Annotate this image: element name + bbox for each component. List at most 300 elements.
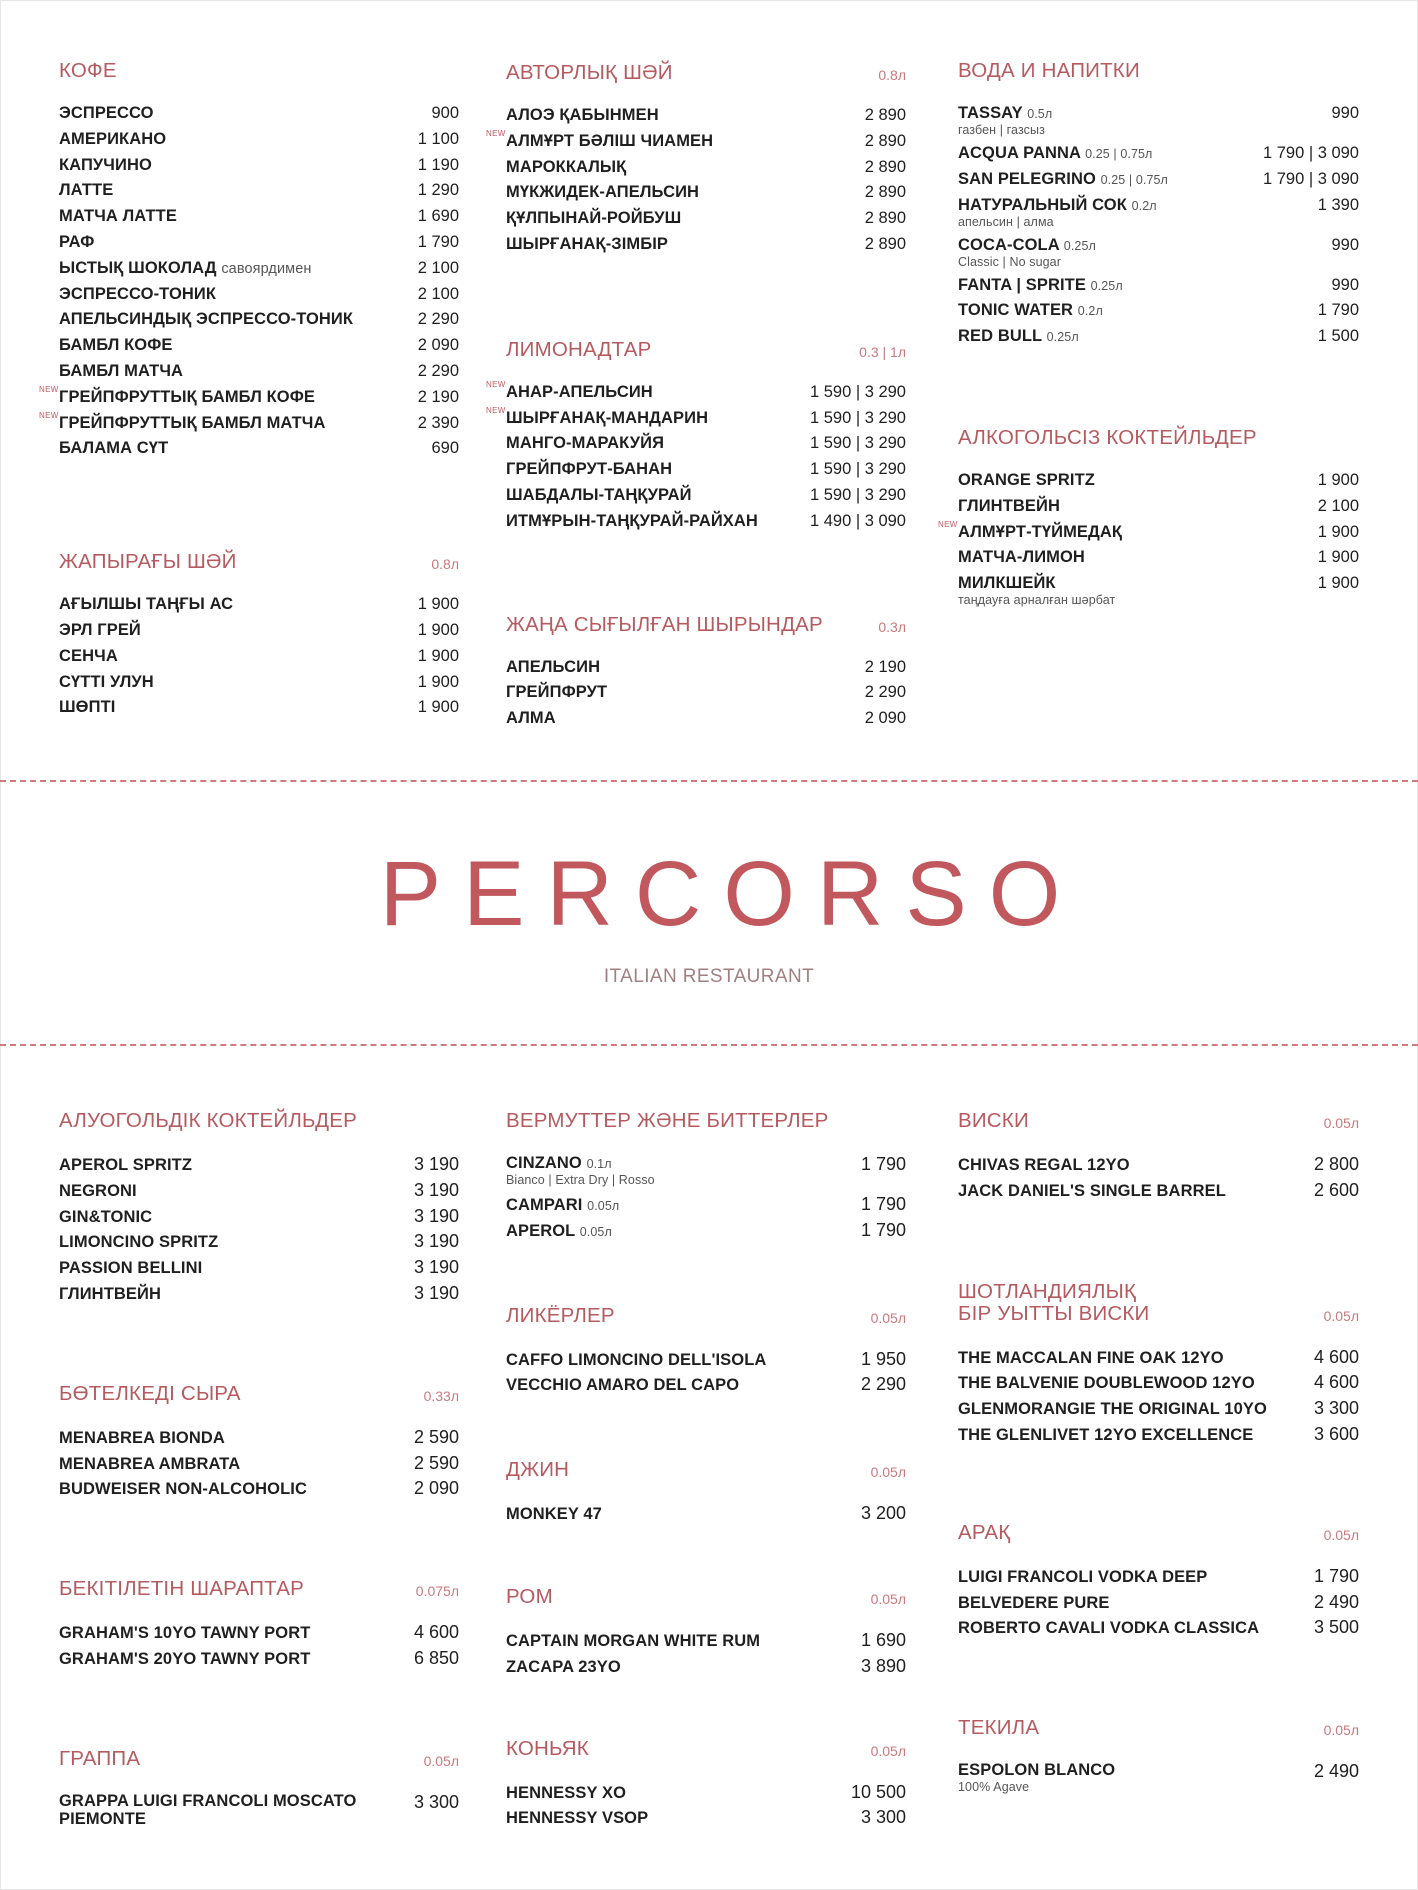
item-list: [59, 1427, 459, 1504]
item-name: CINZANO: [506, 1154, 582, 1172]
section-volume: 0.8л: [431, 556, 459, 573]
item-name-block: [958, 144, 1152, 163]
item-name-block: [59, 310, 353, 329]
item-name-block: [506, 132, 713, 151]
item-name-block: [59, 233, 94, 252]
item-name: HENNESSY XO: [506, 1783, 626, 1802]
item-name: JACK DANIEL'S SINGLE BARREL: [958, 1181, 1226, 1200]
menu-item: [506, 460, 906, 486]
item-price: 2 100: [417, 284, 459, 303]
item-name: ГЛИНТВЕЙН: [958, 496, 1060, 515]
item-name: СҮТТІ УЛУН: [59, 672, 154, 691]
item-price: 1 390: [1317, 195, 1359, 214]
item-name: ЫСТЫҚ ШОКОЛАД: [59, 258, 217, 277]
item-price: 2 090: [413, 1478, 459, 1499]
menu-item: [958, 327, 1359, 353]
item-name-block: [506, 709, 556, 728]
item-note: Bianco | Extra Dry | Rosso: [506, 1173, 655, 1187]
item-list: [506, 1503, 906, 1529]
section-title: [506, 339, 651, 361]
section-header: [506, 1730, 906, 1760]
section-header: [506, 54, 906, 84]
item-volume: 0.5л: [1027, 107, 1053, 121]
item-list: [59, 1792, 459, 1832]
item-price: 1 900: [1317, 574, 1359, 593]
item-name-block: [59, 414, 326, 433]
item-name-block: [506, 158, 626, 177]
menu-section: [506, 1102, 906, 1246]
menu-section: [39, 52, 459, 465]
section-header: [506, 1102, 906, 1132]
item-volume: 0.05л: [587, 1199, 620, 1213]
item-name-block: [958, 301, 1103, 320]
item-name: APEROL: [506, 1221, 576, 1240]
section-title-line: БӨТЕЛКЕДІ СЫРА: [59, 1381, 241, 1405]
item-price: 2 890: [864, 234, 906, 253]
section-title: [506, 1586, 553, 1608]
item-name: THE GLENLIVET 12YO EXCELLENCE: [958, 1425, 1254, 1444]
item-price: 3 190: [413, 1231, 459, 1252]
section-title-line: КОФЕ: [59, 59, 117, 82]
item-name: АПЕЛЬСИН: [506, 657, 601, 676]
item-name-block: [506, 1351, 766, 1370]
item-price: 1 290: [417, 181, 459, 200]
item-name-block: [958, 104, 1052, 137]
item-name-block: [958, 1761, 1115, 1794]
item-name-block: [506, 409, 708, 428]
item-list: [39, 104, 459, 465]
item-list: [506, 1154, 906, 1246]
item-name: ESPOLON BLANCO: [958, 1761, 1116, 1780]
menu-section: [958, 1279, 1359, 1450]
menu-item: [59, 362, 459, 388]
item-price: 3 190: [413, 1205, 459, 1226]
item-price: 1 490 | 3 090: [809, 511, 906, 530]
new-badge: NEW: [938, 519, 958, 529]
item-list: [59, 1154, 459, 1309]
section-title-line: ЖАҢА СЫҒЫЛҒАН ШЫРЫНДАР: [506, 612, 823, 636]
item-name: ROBERTO CAVALI VODKA CLASSICA: [958, 1619, 1260, 1638]
section-title: [958, 1110, 1029, 1132]
item-price: 1 690: [860, 1629, 906, 1650]
item-name: GRAPPA LUIGI FRANCOLI MOSCATO: [59, 1791, 357, 1810]
menu-item: [59, 336, 459, 362]
section-title: [506, 1738, 589, 1760]
item-price: 2 590: [413, 1452, 459, 1473]
item-list: [506, 658, 906, 735]
menu-section: [506, 606, 906, 735]
item-name: TASSAY: [958, 104, 1023, 122]
item-price: 1 190: [417, 155, 459, 174]
section-header: [59, 1102, 459, 1132]
menu-item: [59, 1453, 459, 1479]
menu-item: [59, 1648, 459, 1674]
menu-item: [958, 170, 1359, 196]
item-volume: 0.25л: [1046, 330, 1079, 345]
section-title: [59, 1383, 241, 1405]
section-title: [506, 1305, 615, 1327]
section-title-line: ШОТЛАНДИЯЛЫҚ: [958, 1279, 1137, 1303]
menu-column-bottom-left: [59, 1102, 459, 1832]
item-name-block: [506, 1809, 648, 1828]
section-header: [59, 1375, 459, 1405]
section-title: [506, 62, 673, 84]
item-name: GRAHAM'S 10YO TAWNY PORT: [59, 1624, 311, 1643]
section-title-line: АЛКОГОЛЬСІЗ КОКТЕЙЛЬДЕР: [958, 425, 1257, 449]
item-price: 2 600: [1313, 1179, 1359, 1200]
item-name-block: [958, 1349, 1224, 1368]
item-list: [486, 106, 906, 261]
item-price: 1 790 | 3 090: [1262, 144, 1359, 162]
item-price: 2 390: [417, 413, 459, 432]
menu-item: [958, 497, 1359, 523]
section-volume: 0.05л: [870, 1309, 906, 1326]
item-price: 2 290: [860, 1374, 906, 1395]
item-name: PASSION BELLINI: [59, 1259, 203, 1278]
section-header: [506, 1578, 906, 1608]
section-header: [506, 606, 906, 636]
item-name-block: [958, 1374, 1255, 1393]
item-list: [486, 379, 906, 538]
menu-item: [59, 259, 459, 285]
section-title: [506, 614, 823, 636]
item-price: 1 590 | 3 290: [809, 460, 906, 479]
new-badge: NEW: [486, 379, 506, 389]
item-name: АЛМҰРТ БӘЛІШ ЧИАМЕН: [506, 131, 714, 150]
section-title-line: ВОДА И НАПИТКИ: [958, 59, 1140, 82]
item-name: VECCHIO AMARO DEL CAPO: [506, 1376, 740, 1395]
item-name-block: [506, 434, 664, 453]
item-name: CAPTAIN MORGAN WHITE RUM: [506, 1631, 761, 1650]
item-name-block: [506, 1784, 626, 1803]
item-price: 1 790: [860, 1154, 906, 1174]
menu-item: [958, 144, 1359, 170]
menu-item: [59, 1206, 459, 1232]
item-name: ГРЕЙПФРУТ-БАНАН: [506, 460, 673, 479]
menu-item: [59, 1180, 459, 1206]
item-name-block: [59, 1182, 137, 1201]
item-name-block: [506, 486, 692, 505]
menu-item: [506, 1349, 906, 1375]
section-title: [958, 60, 1140, 82]
menu-item: [506, 486, 906, 512]
item-name: NEGRONI: [59, 1181, 137, 1200]
item-name-block: [958, 548, 1085, 567]
item-price: 4 600: [1313, 1372, 1359, 1393]
menu-item: [506, 434, 906, 460]
section-header: [506, 331, 906, 361]
item-name-block: [59, 621, 141, 640]
item-name: COCA-COLA: [958, 235, 1060, 254]
section-title: [958, 1522, 1010, 1544]
item-name-block: [958, 471, 1095, 490]
item-name: LIMONCINO SPRITZ: [59, 1233, 219, 1252]
menu-section: [506, 1297, 906, 1401]
menu-item: [59, 1257, 459, 1283]
section-volume: 0.05л: [1323, 1307, 1359, 1324]
item-name-block: [59, 595, 233, 614]
item-price: 990: [1331, 104, 1359, 122]
menu-item: [59, 130, 459, 156]
item-name-block: [59, 1156, 192, 1175]
section-title-line: ГРАППА: [59, 1746, 141, 1770]
section-title-line: ВИСКИ: [958, 1109, 1029, 1132]
item-list: [958, 1761, 1359, 1801]
section-title: [59, 1110, 357, 1132]
item-price: 2 100: [1317, 496, 1359, 515]
item-name: БАМБЛ МАТЧА: [59, 361, 184, 380]
section-title-line: ТЕКИЛА: [958, 1716, 1040, 1740]
item-name-block: [59, 130, 166, 149]
item-name-block: [958, 1594, 1109, 1613]
item-price: 6 850: [413, 1647, 459, 1668]
section-title-line: ЛИКЁРЛЕР: [506, 1303, 615, 1327]
section-volume: 0.05л: [1323, 1115, 1359, 1131]
item-name: АҒЫЛШЫ ТАҢҒЫ АС: [59, 595, 234, 614]
section-header: [958, 1514, 1359, 1544]
item-price: 1 590 | 3 290: [809, 485, 906, 504]
item-price: 2 100: [417, 258, 459, 277]
section-header: [958, 1279, 1359, 1325]
menu-item: [958, 1347, 1359, 1373]
menu-item: [39, 384, 459, 414]
item-volume: 0.25 | 0.75л: [1100, 172, 1168, 187]
section-header: [59, 543, 459, 573]
item-name-block: [59, 336, 173, 355]
item-price: 3 190: [413, 1179, 459, 1200]
menu-section: [958, 1102, 1359, 1206]
section-volume: 0.3 | 1л: [859, 343, 906, 360]
item-price: 1 100: [417, 129, 459, 148]
item-volume: 0.05л: [579, 1224, 612, 1239]
item-price: 1 690: [417, 207, 459, 226]
item-name: LUIGI FRANCOLI VODKA DEEP: [958, 1567, 1208, 1586]
item-name-block: [958, 1182, 1226, 1201]
item-name: SAN PELEGRINO: [958, 169, 1096, 188]
menu-section: [958, 52, 1359, 353]
item-price: 1 590 | 3 290: [809, 408, 906, 427]
item-name-block: [59, 1480, 307, 1499]
item-name-block: [958, 236, 1096, 269]
item-name-block: [506, 658, 600, 677]
menu-section: [506, 1578, 906, 1682]
item-name: НАТУРАЛЬНЫЙ СОК: [958, 195, 1127, 214]
item-name: ZACAPA 23YO: [506, 1657, 621, 1676]
item-name: THE MACCALAN FINE OAK 12YO: [958, 1348, 1224, 1367]
item-price: 4 600: [413, 1622, 459, 1643]
item-name: ЭСПРЕССО-ТОНИК: [59, 284, 217, 303]
menu-item: [506, 1503, 906, 1529]
item-note: газбен | газсыз: [958, 123, 1045, 137]
item-name-block: [958, 1426, 1253, 1445]
menu-item: [958, 236, 1359, 276]
item-price: 1 790: [860, 1219, 906, 1240]
section-title: [59, 1578, 304, 1600]
item-list: [59, 1622, 459, 1674]
section-header: [958, 1102, 1359, 1132]
item-name-block: [506, 383, 653, 402]
menu-section: [938, 419, 1359, 614]
item-price: 3 500: [1313, 1617, 1359, 1638]
item-name-block: [958, 170, 1168, 189]
item-name-continued: PIEMONTE: [59, 1809, 146, 1828]
menu-item: [958, 1154, 1359, 1180]
item-name: RED BULL: [958, 327, 1042, 346]
menu-item: [958, 1592, 1359, 1618]
menu-item: [59, 310, 459, 336]
menu-item: [486, 405, 906, 435]
menu-column-top-right: [938, 52, 1359, 614]
section-volume: 0.05л: [1323, 1722, 1359, 1739]
menu-item: [59, 673, 459, 699]
item-name: ЭРЛ ГРЕЙ: [59, 620, 141, 639]
menu-item: [59, 233, 459, 259]
item-description: савоярдимен: [221, 260, 312, 277]
item-price: 3 200: [860, 1503, 906, 1524]
menu-section: [59, 1375, 459, 1504]
menu-item: [486, 128, 906, 158]
item-volume: 0.1л: [586, 1157, 612, 1171]
menu-item: [958, 1398, 1359, 1424]
item-name: HENNESSY VSOP: [506, 1809, 649, 1828]
menu-item: [506, 158, 906, 184]
item-name-block: [506, 512, 758, 531]
item-name-block: [506, 1658, 621, 1677]
item-name-block: [59, 388, 315, 407]
menu-item: [59, 181, 459, 207]
menu-section: [506, 1730, 906, 1834]
item-name: МАТЧА ЛАТТЕ: [59, 207, 177, 226]
menu-item: [59, 1622, 459, 1648]
item-price: 3 190: [413, 1257, 459, 1278]
item-name-block: [59, 1792, 356, 1828]
item-name: ACQUA PANNA: [958, 144, 1081, 162]
item-name-block: [506, 1154, 655, 1187]
item-list: [958, 1566, 1359, 1643]
item-price: 1 790: [1317, 301, 1359, 320]
item-price: 2 290: [864, 683, 906, 702]
menu-item: [506, 709, 906, 735]
section-volume: 0.05л: [1323, 1526, 1359, 1543]
new-badge: NEW: [39, 384, 59, 394]
item-list: [958, 1154, 1359, 1206]
item-price: 1 790: [1313, 1565, 1359, 1586]
menu-section: [59, 543, 459, 724]
menu-item: [506, 1807, 906, 1833]
item-price: 2 800: [1313, 1154, 1359, 1174]
menu-item: [59, 1478, 459, 1504]
item-volume: 0.2л: [1077, 304, 1103, 319]
item-name-block: [59, 698, 115, 717]
menu-item: [39, 410, 459, 440]
menu-item: [59, 104, 459, 130]
item-note: таңдауға арналған шәрбат: [958, 593, 1116, 608]
item-name: МАТЧА-ЛИМОН: [958, 548, 1085, 567]
menu-item: [59, 595, 459, 621]
menu-column-top-middle: [486, 54, 906, 735]
item-name-block: [958, 196, 1157, 229]
item-name-block: [958, 523, 1122, 542]
item-name-block: [59, 439, 168, 458]
menu-item: [958, 574, 1359, 614]
item-price: 2 290: [417, 310, 459, 329]
item-name: GLENMORANGIE THE ORIGINAL 10YO: [958, 1400, 1267, 1419]
item-name-block: [506, 1222, 612, 1241]
menu-section: [59, 1102, 459, 1309]
item-list: [59, 595, 459, 724]
section-title: [59, 1748, 140, 1770]
section-title-line: РОМ: [506, 1584, 553, 1608]
item-name-block: [59, 156, 152, 175]
item-name-block: [958, 574, 1115, 607]
item-price: 1 790: [860, 1194, 906, 1214]
menu-section: [59, 1740, 459, 1832]
item-name-block: [59, 362, 183, 381]
item-price: 2 490: [1313, 1591, 1359, 1612]
menu-item: [506, 658, 906, 684]
menu-item: [59, 1427, 459, 1453]
item-name: ГРЕЙПФРУТТЫҚ БАМБЛ КОФЕ: [59, 387, 315, 406]
item-name-block: [506, 106, 659, 125]
section-volume: 0.05л: [870, 1464, 906, 1481]
item-name-block: [59, 207, 177, 226]
item-name: АПЕЛЬСИНДЫҚ ЭСПРЕССО-ТОНИК: [59, 310, 354, 329]
item-name: APEROL SPRITZ: [59, 1156, 193, 1174]
item-name: ГРЕЙПФРУТТЫҚ БАМБЛ МАТЧА: [59, 413, 326, 432]
item-price: 2 890: [864, 131, 906, 150]
item-name-block: [506, 1376, 739, 1395]
item-name-block: [506, 1632, 760, 1651]
item-list: [506, 1630, 906, 1682]
section-volume: 0.8л: [878, 67, 906, 83]
section-title-line: БІР УЫТТЫ ВИСКИ: [958, 1301, 1150, 1325]
item-volume: 0.25л: [1063, 238, 1096, 253]
section-volume: 0.075л: [415, 1583, 459, 1600]
menu-item: [486, 379, 906, 409]
menu-item: [958, 276, 1359, 302]
section-title: [958, 1281, 1149, 1325]
item-note: Classic | No sugar: [958, 254, 1061, 269]
section-header: [59, 52, 459, 82]
menu-item: [506, 235, 906, 261]
item-name-block: [958, 1400, 1267, 1419]
item-name: ЭСПРЕССО: [59, 104, 154, 122]
item-name: РАФ: [59, 232, 95, 251]
item-name: CAFFO LIMONCINO DELL'ISOLA: [506, 1350, 767, 1369]
item-price: 2 590: [413, 1426, 459, 1447]
menu-item: [59, 1283, 459, 1309]
menu-item: [506, 1374, 906, 1400]
section-title-line: БЕКІТІЛЕТІН ШАРАПТАР: [59, 1577, 304, 1601]
item-name: BUDWEISER NON-ALCOHOLIC: [59, 1480, 307, 1499]
item-price: 3 190: [413, 1282, 459, 1303]
section-volume: 0.05л: [423, 1752, 459, 1769]
section-title: [958, 427, 1257, 449]
menu-item: [506, 1630, 906, 1656]
menu-item: [958, 1566, 1359, 1592]
item-name: GRAHAM'S 20YO TAWNY PORT: [59, 1649, 311, 1668]
item-name-block: [59, 104, 154, 123]
item-name: АМЕРИКАНО: [59, 129, 167, 148]
item-name: МАНГО-МАРАКУЙЯ: [506, 434, 665, 453]
section-title-line: ЛИМОНАДТАР: [506, 337, 652, 361]
item-name-block: [59, 285, 216, 304]
item-name-block: [506, 183, 699, 202]
item-name: MENABREA BIONDA: [59, 1428, 225, 1447]
item-name-block: [59, 1208, 152, 1227]
menu-section: [486, 54, 906, 261]
item-price: 1 790: [417, 232, 459, 251]
